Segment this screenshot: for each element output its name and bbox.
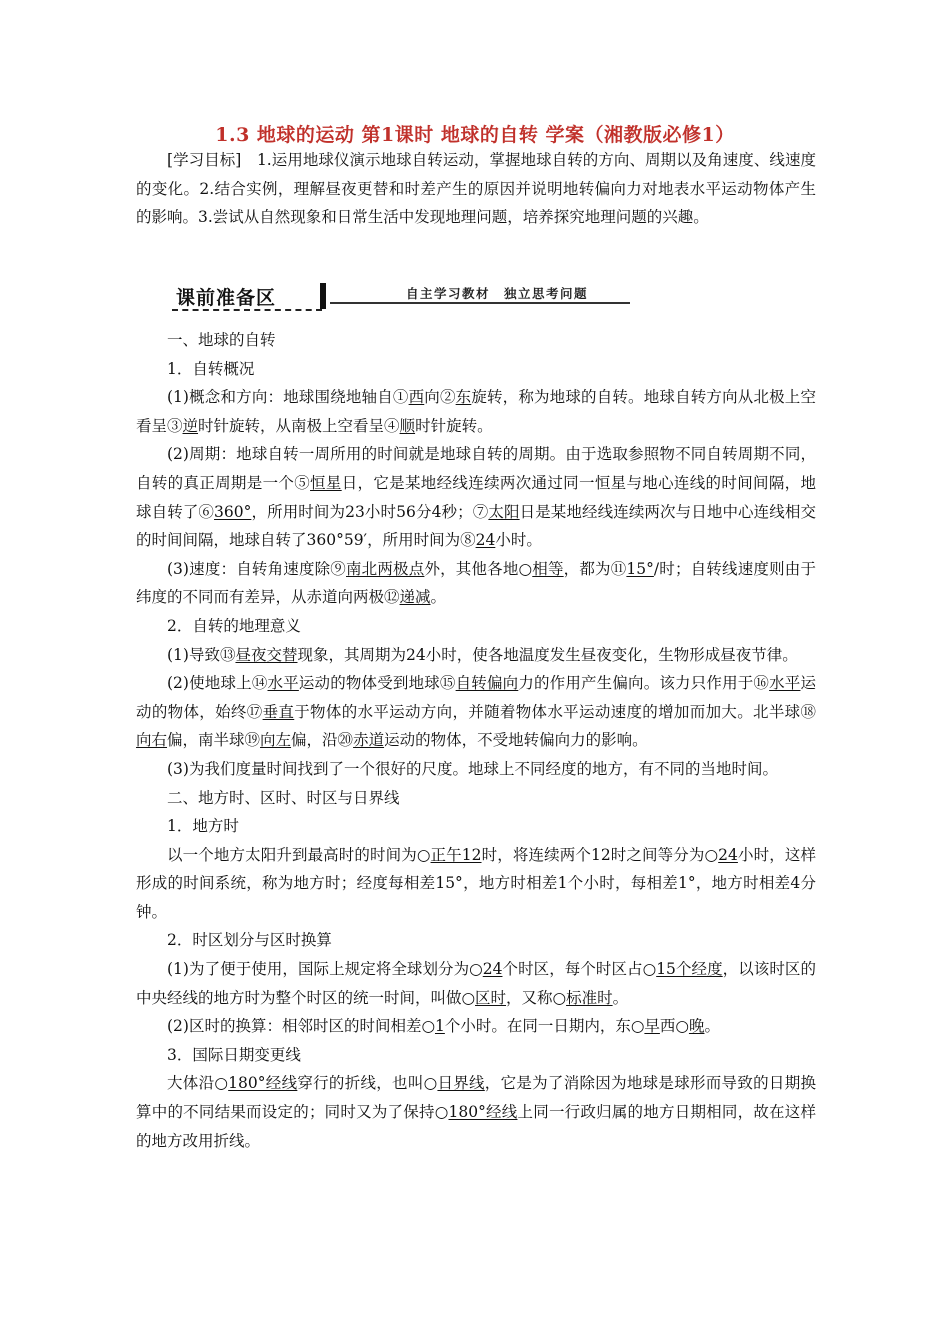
text-run: 偏，沿⑳ [291, 731, 354, 750]
subsection-heading: 1．自转概况 [167, 359, 255, 378]
text-run: 西○ [659, 1017, 689, 1036]
answer-blank: 15个经度 [656, 960, 723, 979]
answer-blank: 水平 [267, 674, 299, 693]
text-run: ，又称○ [506, 988, 567, 1007]
answer-blank: 逆 [182, 416, 199, 435]
paragraph [136, 1069, 816, 1155]
text-run: (1)为了便于使用，国际上规定将全球划分为○ [167, 960, 483, 979]
answer-blank: 相等 [532, 559, 564, 578]
answer-blank: 24 [475, 531, 496, 550]
answer-blank: 24 [482, 960, 503, 979]
text-run: 运动的物体，不受地转偏向力的影响。 [384, 731, 648, 750]
answer-blank: 标准时 [566, 988, 613, 1007]
text-run: 时针旋转。 [415, 416, 493, 435]
banner-title: 课前准备区 [176, 287, 277, 309]
answer-blank: 西 [408, 388, 425, 407]
text-run: 时针旋转，从南极上空看呈④ [198, 416, 400, 435]
text-run: 上同一行政归属的地方日期相同，故在这样的地方改用折线。 [136, 1103, 817, 1150]
text-run: 个小时。在同一日期内，东○ [444, 1017, 645, 1036]
answer-blank: 360° [214, 502, 252, 521]
text-run: 运动的物体受到地球⑮ [298, 674, 456, 693]
banner-divider [320, 283, 326, 309]
content-body [136, 326, 816, 1155]
text-run: (2)周期：地球自转一周所用的时间就是地球自转的周期。由于选取参照物不同自转周期不同，自转的真正周期是一个⑤ [136, 445, 816, 492]
text-run: 日，它是某地经线连续两次通过同一恒星与地心连线的时间间隔，地球自转了⑥ [136, 473, 816, 521]
answer-blank: 南北两极点 [346, 559, 425, 578]
text-run: (1)概念和方向：地球围绕地轴自① [167, 388, 409, 407]
text-run: 现象，其周期为24小时，使各地温度发生昼夜变化，生物形成昼夜节律。 [297, 645, 798, 664]
answer-blank: 昼夜交替 [235, 645, 298, 664]
paragraph [136, 440, 816, 554]
paragraph [136, 841, 816, 927]
text-run: 于物体的水平运动方向，并随着物体水平运动速度的增加而加大。北半球⑱ [294, 702, 816, 721]
answer-blank: 垂直 [262, 702, 295, 721]
text-run: 以一个地方太阳升到最高时的时间为○ [167, 845, 431, 864]
learning-goals [136, 146, 816, 232]
text-run: 小时，这样形成的时间系统，称为地方时；经度每相差15°，地方时相差1个小时，每相差1°，地方时相差4分钟。 [136, 845, 816, 921]
banner-dashed-underline [172, 309, 322, 311]
subsection-heading: 1．地方时 [167, 817, 239, 836]
paragraph [136, 955, 816, 1012]
answer-blank: 自转偏向 [455, 674, 519, 693]
banner-rule [330, 302, 630, 304]
learning-goals-text: [学习目标] 1.运用地球仪演示地球自转运动，掌握地球自转的方向、周期以及角速度、线速度的变化。2.结合实例，理解昼夜更替和时差产生的原因并说明地转偏向力对地表水平运动物体产生的影响。3.尝试从自然现象和日常生活中发现地理问题，培养探究地理问题的兴趣。 [136, 151, 816, 227]
answer-blank: 区时 [475, 988, 507, 1007]
text-run: 外，其他各地○ [424, 559, 533, 578]
text-run: 。 [704, 1017, 720, 1036]
paragraph [136, 641, 816, 670]
text-run: 偏，南半球⑲ [167, 731, 261, 750]
text-run: 。 [612, 988, 629, 1007]
text-run: ，它是为了消除因为地球是球形而导致的日期换算中的不同结果而设定的；同时又为了保持○ [136, 1074, 816, 1122]
section-heading: 二、地方时、区时、时区与日界线 [167, 788, 400, 807]
answer-blank: 早 [644, 1017, 660, 1036]
text-run: (3)速度：自转角速度除⑨ [167, 559, 346, 578]
text-run: 时，将连续两个12时之间等分为○ [481, 845, 719, 864]
answer-blank: 太阳 [488, 502, 520, 521]
answer-blank: 180°经线 [228, 1074, 298, 1093]
subsection-heading: 2．自转的地理意义 [167, 616, 301, 635]
text-run: ，所用时间为23小时56分4秒；⑦ [251, 502, 489, 521]
answer-blank: 180°经线 [448, 1103, 518, 1122]
text-run: 个时区，每个时区占○ [502, 960, 657, 979]
answer-blank: 恒星 [310, 473, 342, 492]
text-run: (2)区时的换算：相邻时区的时间相差○ [167, 1017, 435, 1036]
text-run: 旋转，称为地球的自转。地球自转方向从北极上空看呈③ [136, 388, 816, 435]
text-run: 日是某地经线连续两次与日地中心连线相交的时间间隔，地球自转了360°59′，所用时间为⑧ [136, 502, 816, 550]
subsection-heading: 3．国际日期变更线 [167, 1045, 301, 1064]
subsection-heading: 2．时区划分与区时换算 [167, 931, 332, 950]
answer-blank: 顺 [399, 416, 416, 435]
answer-blank: 向左 [260, 731, 292, 750]
banner-subtitle: 自主学习教材 独立思考问题 [406, 286, 589, 301]
text-run: 力的作用产生偏向。该力只作用于⑯ [518, 674, 770, 693]
text-run: 。 [430, 588, 447, 607]
text-run: (1)导致⑬ [167, 645, 236, 664]
text-run: /时；自转线速度则由于纬度的不同而有差异，从赤道向两极⑫ [136, 559, 816, 607]
paragraph [136, 555, 816, 612]
text-run: 运动的物体，始终⑰ [136, 674, 816, 721]
paragraph [136, 383, 816, 440]
section-heading: 一、地球的自转 [167, 331, 276, 349]
answer-blank: 1 [434, 1017, 445, 1036]
paragraph: (3)为我们度量时间找到了一个很好的尺度。地球上不同经度的地方，有不同的当地时间。 [167, 759, 778, 778]
text-run: 向② [424, 388, 456, 407]
paragraph [136, 669, 816, 755]
text-run: 大体沿○ [167, 1074, 229, 1093]
answer-blank: 24 [718, 845, 738, 864]
answer-blank: 向右 [136, 731, 168, 750]
section-banner [172, 283, 634, 313]
text-run: (2)使地球上⑭ [167, 674, 268, 693]
paragraph [136, 1012, 816, 1041]
answer-blank: 15° [626, 559, 654, 578]
text-run: ，以该时区的中央经线的地方时为整个时区的统一时间，叫做○ [136, 960, 816, 1007]
answer-blank: 日界线 [437, 1074, 485, 1093]
answer-blank: 递减 [399, 588, 431, 607]
text-run: 小时。 [495, 531, 542, 550]
page-title: 1.3 地球的运动 第1课时 地球的自转 学案（湘教版必修1） [215, 124, 735, 146]
answer-blank: 晚 [688, 1017, 705, 1036]
answer-blank: 东 [455, 388, 472, 407]
answer-blank: 正午12 [430, 845, 482, 864]
text-run: 穿行的折线，也叫○ [297, 1074, 438, 1093]
answer-blank: 水平 [769, 674, 801, 693]
answer-blank: 赤道 [353, 731, 385, 750]
text-run: ，都为⑪ [563, 559, 627, 578]
